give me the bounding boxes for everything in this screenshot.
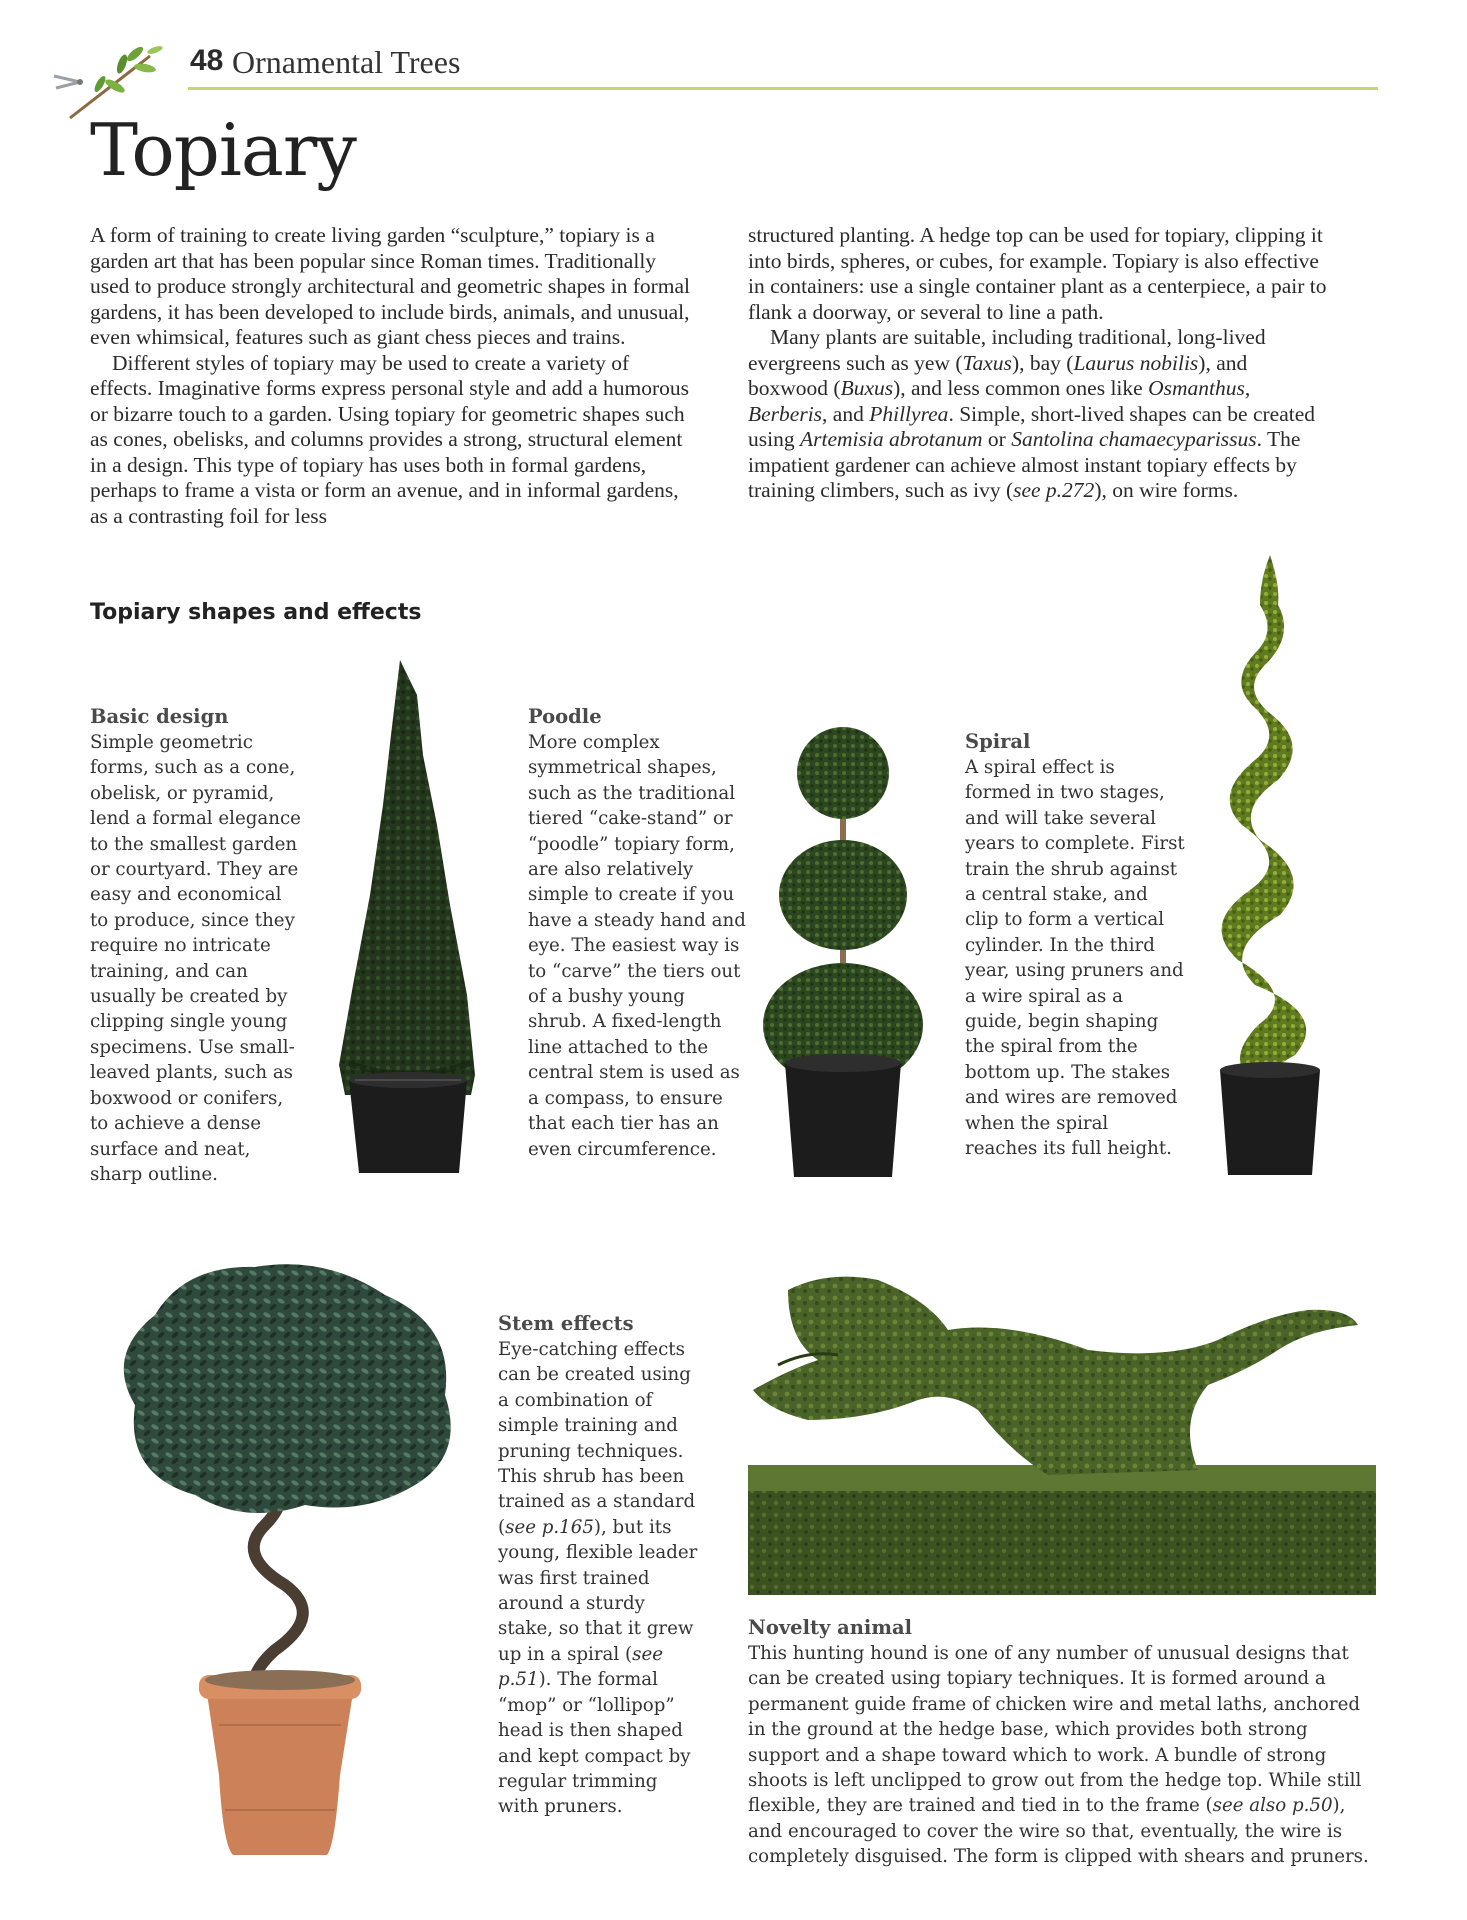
shapes-heading: Topiary shapes and effects: [90, 600, 422, 625]
novelty-animal-image: [748, 1270, 1376, 1595]
intro-paragraph: structured planting. A hedge top can be used for topiary, clipping it into birds, spheres, or cubes, for example. Topiary is also effective in containers: use a single container plant as a centerpiece, a pair to flank a doorway, or several to line a path.: [748, 223, 1327, 324]
intro-paragraph: Different styles of topiary may be used to create a variety of effects. Imaginative forms express personal style and add a humorous or bizarre touch to a garden. Using topiary for geometric shapes such as cones, obelisks, and columns provides a strong, structural element in a design. This type of topiary has uses both in formal gardens, perhaps to frame a vista or form an avenue, and in informal gardens, as a contrasting foil for less: [90, 350, 690, 528]
poodle-topiary-image: [760, 725, 925, 1185]
page-title: Topiary: [90, 108, 356, 192]
intro-paragraph: A form of training to create living garden “sculpture,” topiary is a garden art that has been popular since Roman times. Traditionally used to produce strongly architectural and geometric shapes in formal gardens, it has been developed to include birds, animals, and unusual, even whimsical, features such as giant chess pieces and trains.: [90, 223, 691, 349]
caption-title: Spiral: [965, 730, 1031, 753]
caption-text: Eye-catching effects can be created using a combination of simple training and pruning techniques. This shrub has been trained as a standard (see p.165), but its young, flexible leader was first trained around a sturdy stake, so that it grew up in a spiral (see p.51). The formal “mop” or “lollipop” head is then shaped and kept compact by regular trimming with pruners.: [498, 1339, 698, 1818]
caption-text: Simple geometric forms, such as a cone, obelisk, or pyramid, lend a formal elegance to the smallest garden or courtyard. They are easy and economical to produce, since they require no intricate training, and can usually be created by clipping single young specimens. Use small-leaved plants, such as boxwood or conifers, to achieve a dense surface and neat, sharp outline.: [90, 732, 301, 1185]
header-rule: [188, 87, 1378, 90]
caption-title: Basic design: [90, 705, 229, 728]
caption-title: Stem effects: [498, 1312, 634, 1335]
caption-basic-design: [90, 705, 305, 1187]
intro-column-2: [748, 223, 1330, 504]
caption-novelty-animal: [748, 1616, 1373, 1870]
caption-text: A spiral effect is formed in two stages, and will take several years to complete. First train the shrub against a central stake, and clip to form a vertical cylinder. In the third year, using pruners and a wire spiral as a guide, begin shaping the spiral from the bottom up. The stakes and wires are removed when the spiral reaches its full height.: [965, 757, 1185, 1160]
caption-poodle: [528, 705, 748, 1162]
section-title: Ornamental Trees: [232, 44, 461, 80]
caption-text: More complex symmetrical shapes, such as the traditional tiered “cake-stand” or “poodle” topiary form, are also relatively simple to create if you have a steady hand and eye. The easiest way is to “carve” the tiers out of a bushy young shrub. A fixed-length line attached to the central stem is used as a compass, to ensure that each tier has an even circumference.: [528, 732, 746, 1160]
stem-effects-image: [95, 1255, 475, 1875]
intro-column-1: [90, 223, 690, 529]
page-number: 48: [190, 44, 224, 77]
cone-topiary-image: [325, 655, 490, 1185]
caption-stem-effects: [498, 1312, 698, 1820]
caption-spiral: [965, 730, 1185, 1162]
caption-title: Novelty animal: [748, 1616, 912, 1639]
caption-text: This hunting hound is one of any number of unusual designs that can be created using topiary techniques. It is formed around a permanent guide frame of chicken wire and metal laths, anchored in the ground at the hedge base, which provides both strong support and a shape toward which to work. A bundle of strong shoots is left unclipped to grow out from the hedge top. While still flexible, they are trained and tied in to the frame (see also p.50), and encouraged to cover the wire so that, eventually, the wire is completely disguised. The form is clipped with shears and pruners.: [748, 1643, 1369, 1868]
spiral-topiary-image: [1200, 555, 1340, 1185]
intro-paragraph: Many plants are suitable, including traditional, long-lived evergreens such as yew (Taxus), bay (Laurus nobilis), and boxwood (Buxus), and less common ones like Osmanthus, Berberis, and Phillyrea. Simple, short-lived shapes can be created using Artemisia abrotanum or Santolina chamaecyparissus. The impatient gardener can achieve almost instant topiary effects by training climbers, such as ivy (see p.272), on wire forms.: [748, 325, 1316, 502]
caption-title: Poodle: [528, 705, 602, 728]
